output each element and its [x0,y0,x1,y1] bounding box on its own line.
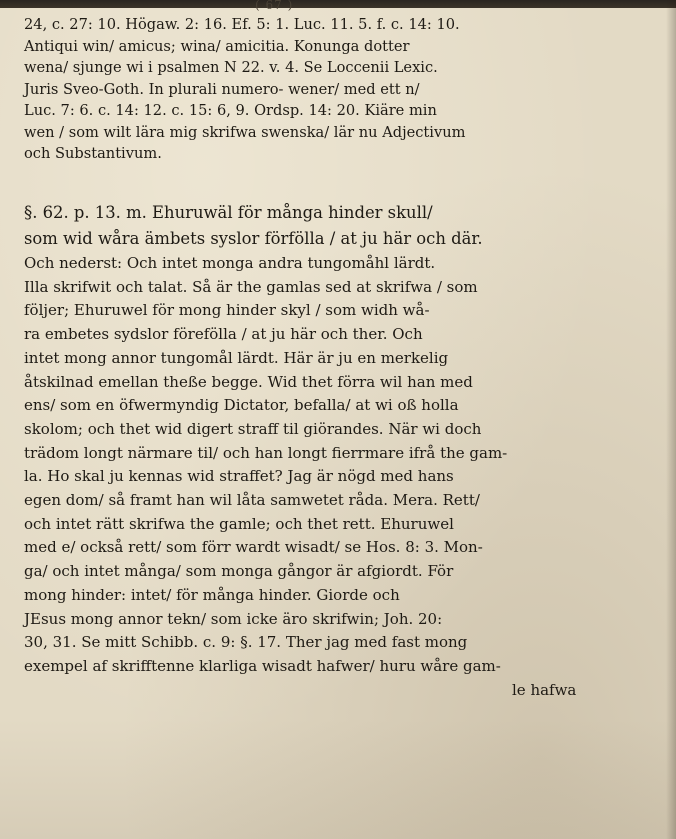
text-line: skolom; och thet wid digert straff til giörandes. När wi doch [24,419,482,438]
text-line: 30, 31. Se mitt Schibb. c. 9: §. 17. Ther jag med fast mong [24,633,468,652]
text-line: och Substantivum. [24,145,162,162]
text-line: Illa skrifwit och talat. Så är the gamlas sed at skrifwa / som [24,277,478,296]
text-line: Och nederst: Och intet monga andra tungomåhl lärdt. [24,254,436,272]
page-edge-shadow [666,0,676,839]
text-line: och intet rätt skrifwa the gamle; och thet rett. Ehuruwel [24,514,454,533]
paragraph-section-62 [24,200,634,702]
text-line: åtskilnad emellan theße begge. Wid thet förra wil han med [24,372,473,391]
text-line: följer; Ehuruwel för mong hinder skyl / som widh wå- [24,301,430,320]
text-line: mong hinder: intet/ för många hinder. Giorde och [24,585,400,604]
paragraph-top [24,14,604,165]
text-line: ra embetes sydslor förefölla / at ju här och ther. Och [24,325,423,344]
text-line: Luc. 7: 6. c. 14: 12. c. 15: 6, 9. Ordsp. 14: 20. Kiäre min [24,102,437,119]
section-heading-line: §. 62. p. 13. m. Ehuruwäl för många hinder skull/ [24,203,433,222]
text-line: la. Ho skal ju kennas wid straffet? Jag är nögd med hans [24,467,454,486]
text-line: wena/ sjunge wi i psalmen N 22. v. 4. Se Loccenii Lexic. [24,59,438,76]
text-line: 24, c. 27: 10. Högaw. 2: 16. Ef. 5: 1. Luc. 11. 5. f. c. 14: 10. [24,16,460,33]
text-line: Juris Sveo-Goth. In plurali numero- wener/ med ett n/ [24,80,420,98]
text-line-final: le hafwa [512,680,577,699]
text-line: ens/ som en öfwermyndig Dictator, befalla/ at wi oß holla [24,396,459,415]
text-line: trädom longt närmare til/ och han longt fierrmare ifrå the gam- [24,443,508,462]
text-line: intet mong annor tungomål lärdt. Här är ju en merkelig [24,348,449,367]
text-line: Antiqui win/ amicus; wina/ amicitia. Konunga dotter [24,37,410,55]
text-line: som wid wåra ämbets syslor förfölla / at ju här och där. [24,229,483,248]
text-line: exempel af skrifftenne klarliga wisadt hafwer/ huru wåre gam- [24,656,501,675]
text-line: ga/ och intet många/ som monga gångor är afgiordt. För [24,562,454,581]
text-line: egen dom/ så framt han wil låta samwetet råda. Mera. Rett/ [24,491,480,510]
text-line: JEsus mong annor tekn/ som icke äro skrifwin; Joh. 20: [24,609,443,628]
text-line: med e/ också rett/ som förr wardt wisadt/ se Hos. 8: 3. Mon- [24,538,483,557]
top-scan-edge [0,0,676,12]
text-line: wen / som wilt lära mig skrifwa swenska/ lär nu Adjectivum [24,123,466,141]
page-bottom-shade [0,719,676,839]
page-header-fragment: ( 67 ) [255,0,294,12]
